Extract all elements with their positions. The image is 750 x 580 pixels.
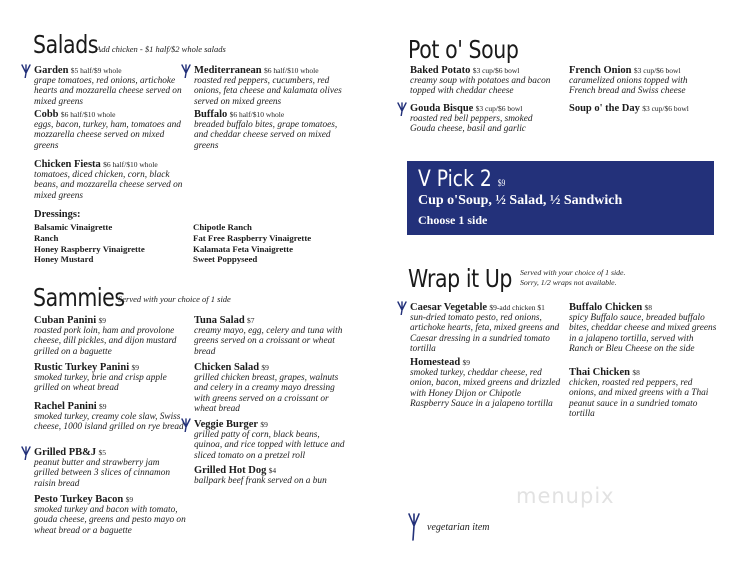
sammie-item: Chicken Salad $9 grilled chicken breast, grapes, walnuts and celery in a creamy mayo dressing with greens served on a croissant or wheat bread [194,362,339,414]
vegetarian-icon [407,512,421,542]
wrap-item: Buffalo Chicken $8 spicy Buffalo sauce, breaded buffalo bites, cheddar cheese and mixed greens in a jalapeno tortilla, served with Ranch or Bleu Cheese on the side [569,302,717,354]
sammie-item: Rachel Panini $9 smoked turkey, creamy cole slaw, Swiss cheese, 1000 island grilled on rye bread [34,401,184,433]
salad-item: Mediterranean $6 half/$10 whole roasted red peppers, cucumbers, red onions, feta cheese and kalamata olives served on mixed greens [194,65,342,107]
sammie-item: Tuna Salad $7 creamy mayo, egg, celery and tuna with greens served on a croissant or wheat bread [194,315,343,357]
sammie-item: Rustic Turkey Panini $9 smoked turkey, brie and crisp apple grilled on wheat bread [34,362,167,394]
sammie-item: Grilled PB&J $5 peanut butter and strawberry jam grilled between 3 slices of cinnamon raisin bread [34,447,171,489]
sammies-title: Sammies [33,283,125,312]
wrap-item: Thai Chicken $8 chicken, roasted red peppers, red onions, and mixed greens with a Thai peanut sauce in a sundried tomato tortilla [569,367,709,419]
wrap-item: Homestead $9 smoked turkey, cheddar cheese, red onion, bacon, mixed greens and drizzled with Honey Dijon or Chipotle Raspberry Sauce in a jalapeno tortilla [410,357,561,409]
soup-item: Gouda Bisque $3 cup/$6 bowl roasted red bell peppers, smoked Gouda cheese, basil and garlic [410,103,533,135]
pick-2-options: Cup o'Soup, ½ Salad, ½ Sandwich [418,193,623,208]
vegetarian-icon [20,446,34,460]
dressings-title: Dressings: [34,209,81,220]
legend [407,512,489,542]
salad-item: Garden $5 half/$9 whole grape tomatoes, red onions, artichoke hearts and mozzarella cheese served on mixed greens [34,65,182,107]
legend-label: vegetarian item [427,521,490,533]
sammie-item: Pesto Turkey Bacon $9 smoked turkey and bacon with tomato, gouda cheese, greens and pesto mayo on wheat bread or a baguette [34,494,186,536]
pick-2-title: V Pick 2 $9 [418,167,506,192]
wrap-item: Caesar Vegetable $9-add chicken $1 sun-dried tomato pesto, red onions, artichoke hearts, feta, mixed greens and Caesar dressing in a sundried tomato tortilla [410,302,560,354]
sammies-note: Served with your choice of 1 side [118,294,231,304]
soup-item: Soup o' the Day $3 cup/$6 bowl [569,103,689,114]
soup-item: French Onion $3 cup/$6 bowl caramelized onions topped with French bread and Swiss cheese [569,65,688,97]
salads-title: Salads [33,30,99,59]
salads-note: Add chicken - $1 half/$2 whole salads [96,44,226,54]
wraps-note: Served with your choice of 1 side. Sorry, 1/2 wraps not available. [520,268,626,287]
dressings-right: Chipotle Ranch Fat Free Raspberry Vinaigrette Kalamata Feta Vinaigrette Sweet Poppyseed [193,222,312,265]
salad-item: Chicken Fiesta $6 half/$10 whole tomatoes, diced chicken, corn, black beans, and mozzarella cheese served on mixed greens [34,159,183,201]
vegetarian-icon [180,418,194,432]
sammie-item: Veggie Burger $9 grilled patty of corn, black beans, quinoa, and rice topped with lettuce and sliced tomato on a pretzel roll [194,419,345,461]
salad-item: Buffalo $6 half/$10 whole breaded buffalo bites, grape tomatoes, and cheddar cheese served on mixed greens [194,109,338,151]
vegetarian-icon [20,64,34,78]
soup-title: Pot o' Soup [408,35,519,64]
salad-item: Cobb $6 half/$10 whole eggs, bacon, turkey, ham, tomatoes and mozzarella cheese served on mixed greens [34,109,181,151]
sammie-item: Cuban Panini $9 roasted pork loin, ham and provolone cheese, dill pickles, and dijon mustard grilled on a baguette [34,315,177,357]
watermark: menupix [516,484,615,508]
pick-2-banner [407,161,714,235]
pick-2-side: Choose 1 side [418,213,488,227]
vegetarian-icon [180,64,194,78]
vegetarian-icon [396,301,410,315]
vegetarian-icon [396,102,410,116]
dressings-left: Balsamic Vinaigrette Ranch Honey Raspberry Vinaigrette Honey Mustard [34,222,145,265]
soup-item: Baked Potato $3 cup/$6 bowl creamy soup with potatoes and bacon topped with cheddar cheese [410,65,551,97]
wraps-title: Wrap it Up [408,264,513,293]
sammie-item: Grilled Hot Dog $4 ballpark beef frank served on a bun [194,465,327,487]
